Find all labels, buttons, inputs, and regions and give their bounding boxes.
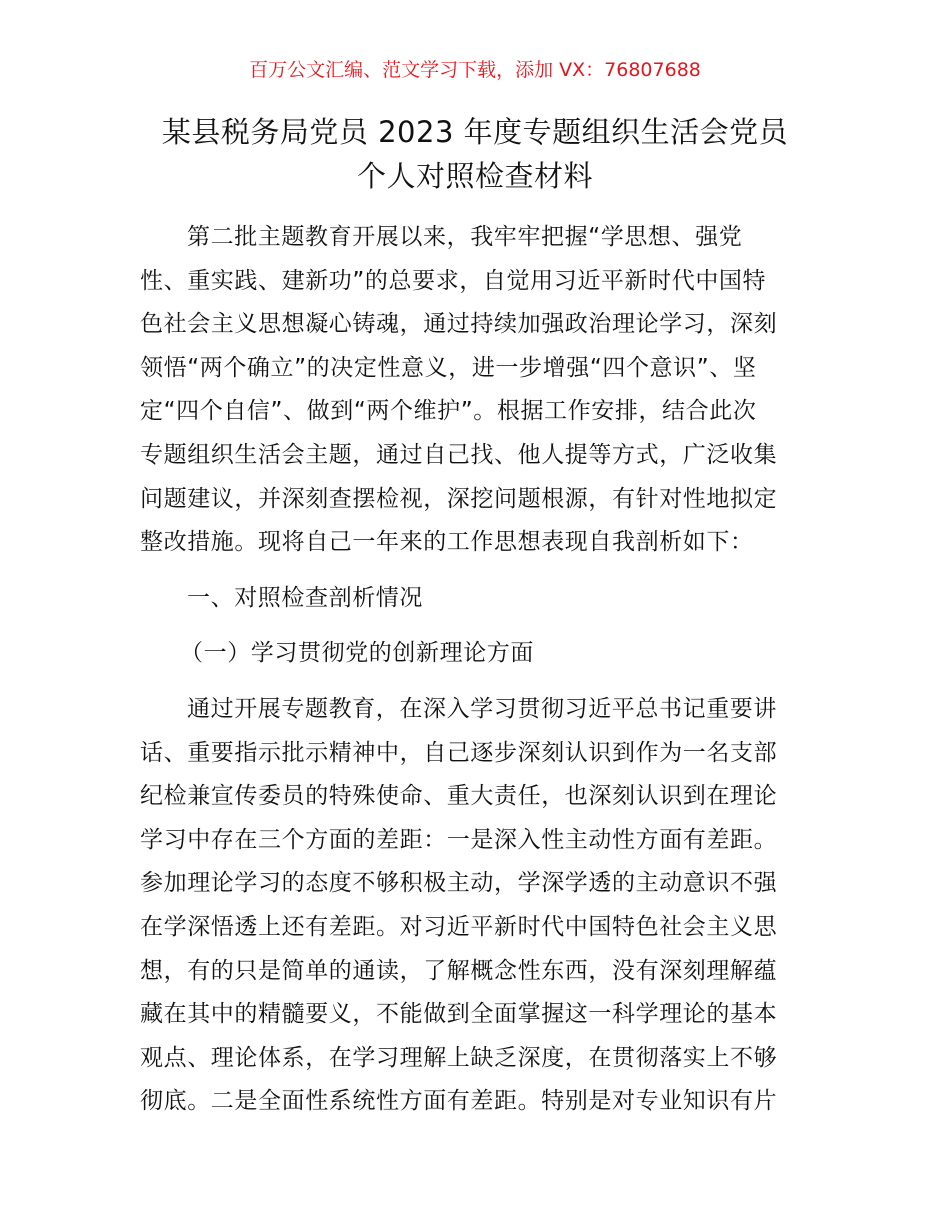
paragraph-line: 通过开展专题教育，在深入学习贯彻习近平总书记重要讲: [187, 695, 777, 722]
paragraph-line: 定“四个自信”、做到“两个维护”。根据工作安排，结合此次: [140, 398, 757, 425]
paragraph-line: 藏在其中的精髓要义，不能做到全面掌握这一科学理论的基本: [140, 1001, 778, 1028]
intro-paragraph: [140, 216, 812, 565]
paragraph-line: 问题建议，并深刻查摆检视，深挖问题根源，有针对性地拟定: [140, 485, 778, 512]
paragraph-line: 整改措施。现将自己一年来的工作思想表现自我剖析如下：: [140, 529, 754, 556]
subsection-heading: （一）学习贯彻党的创新理论方面: [180, 640, 534, 667]
paragraph-line: 话、重要指示批示精神中，自己逐步深刻认识到作为一名支部: [140, 739, 778, 766]
paragraph-line: 观点、理论体系，在学习理解上缺乏深度，在贯彻落实上不够: [140, 1044, 778, 1071]
section-heading: 一、对照检查剖析情况: [187, 584, 423, 611]
body-paragraph: [140, 688, 812, 1124]
paragraph-line: 第二批主题教育开展以来，我牢牢把握“学思想、强党: [187, 224, 743, 250]
title-line-2: 个人对照检查材料: [356, 159, 593, 193]
paragraph-line: 在学深悟透上还有差距。对习近平新时代中国特色社会主义思: [140, 913, 778, 940]
document-title: [140, 110, 810, 198]
paragraph-line: 专题组织生活会主题，通过自己找、他人提等方式，广泛收集: [140, 441, 778, 468]
watermark-header: 百万公文汇编、范文学习下载，添加 VX：76807688: [249, 59, 701, 81]
paragraph-line: 色社会主义思想凝心铸魂，通过持续加强政治理论学习，深刻: [140, 311, 778, 338]
paragraph-line: 纪检兼宣传委员的特殊使命、重大责任，也深刻认识到在理论: [140, 783, 778, 810]
paragraph-line: 领悟“两个确立”的决定性意义，进一步增强“四个意识”、坚: [140, 354, 757, 381]
paragraph-line: 彻底。二是全面性系统性方面有差距。特别是对专业知识有片: [140, 1088, 778, 1115]
paragraph-line: 参加理论学习的态度不够积极主动，学深学透的主动意识不强: [140, 870, 778, 897]
title-line-1: 某县税务局党员 2023 年度专题组织生活会党员: [161, 115, 789, 149]
paragraph-line: 想，有的只是简单的通读，了解概念性东西，没有深刻理解蕴: [140, 957, 778, 984]
paragraph-line: 学习中存在三个方面的差距：一是深入性主动性方面有差距。: [140, 826, 778, 853]
document-body: [140, 216, 812, 1124]
paragraph-line: 性、重实践、建新功”的总要求，自觉用习近平新时代中国特: [140, 267, 767, 294]
